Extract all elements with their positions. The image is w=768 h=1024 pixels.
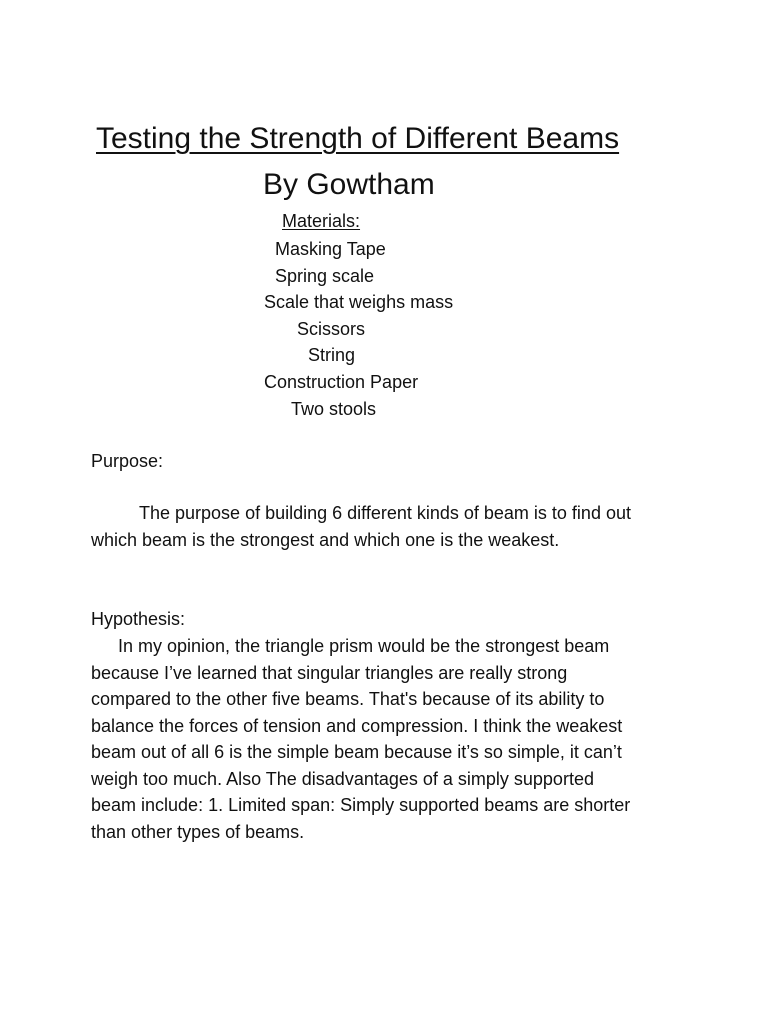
hypothesis-line: beam out of all 6 is the simple beam because it’s so simple, it can’t <box>91 742 622 762</box>
purpose-line: The purpose of building 6 different kinds of beam is to find out <box>139 503 631 523</box>
hypothesis-line: because I’ve learned that singular triangles are really strong <box>91 662 568 683</box>
hypothesis-line: compared to the other five beams. That's because of its ability to <box>91 689 605 709</box>
material-item-masking-tape: Masking Tape <box>275 239 386 259</box>
material-item-two-stools: Two stools <box>291 399 377 419</box>
material-item-string: String <box>308 345 356 365</box>
purpose-heading: Purpose: <box>91 451 164 471</box>
material-item-spring-scale: Spring scale <box>275 266 375 286</box>
purpose-line: which beam is the strongest and which one is the weakest. <box>91 529 560 550</box>
material-item-scissors: Scissors <box>297 319 366 339</box>
materials-heading: Materials: <box>282 211 361 231</box>
hypothesis-line: weigh too much. Also The disadvantages of a simply supported <box>91 768 594 789</box>
material-item-mass-scale: Scale that weighs mass <box>264 292 454 312</box>
hypothesis-heading: Hypothesis: <box>91 609 186 629</box>
document-title: Testing the Strength of Different Beams <box>96 122 620 155</box>
hypothesis-line: than other types of beams. <box>91 821 305 842</box>
hypothesis-line: beam include: 1. Limited span: Simply supported beams are shorter <box>91 795 631 815</box>
hypothesis-line: balance the forces of tension and compression. I think the weakest <box>91 715 623 736</box>
material-item-construction-paper: Construction Paper <box>264 372 419 392</box>
document-author: By Gowtham <box>263 168 435 201</box>
hypothesis-paragraph <box>91 633 691 845</box>
hypothesis-line: In my opinion, the triangle prism would be the strongest beam <box>118 636 610 656</box>
purpose-paragraph <box>91 500 691 553</box>
